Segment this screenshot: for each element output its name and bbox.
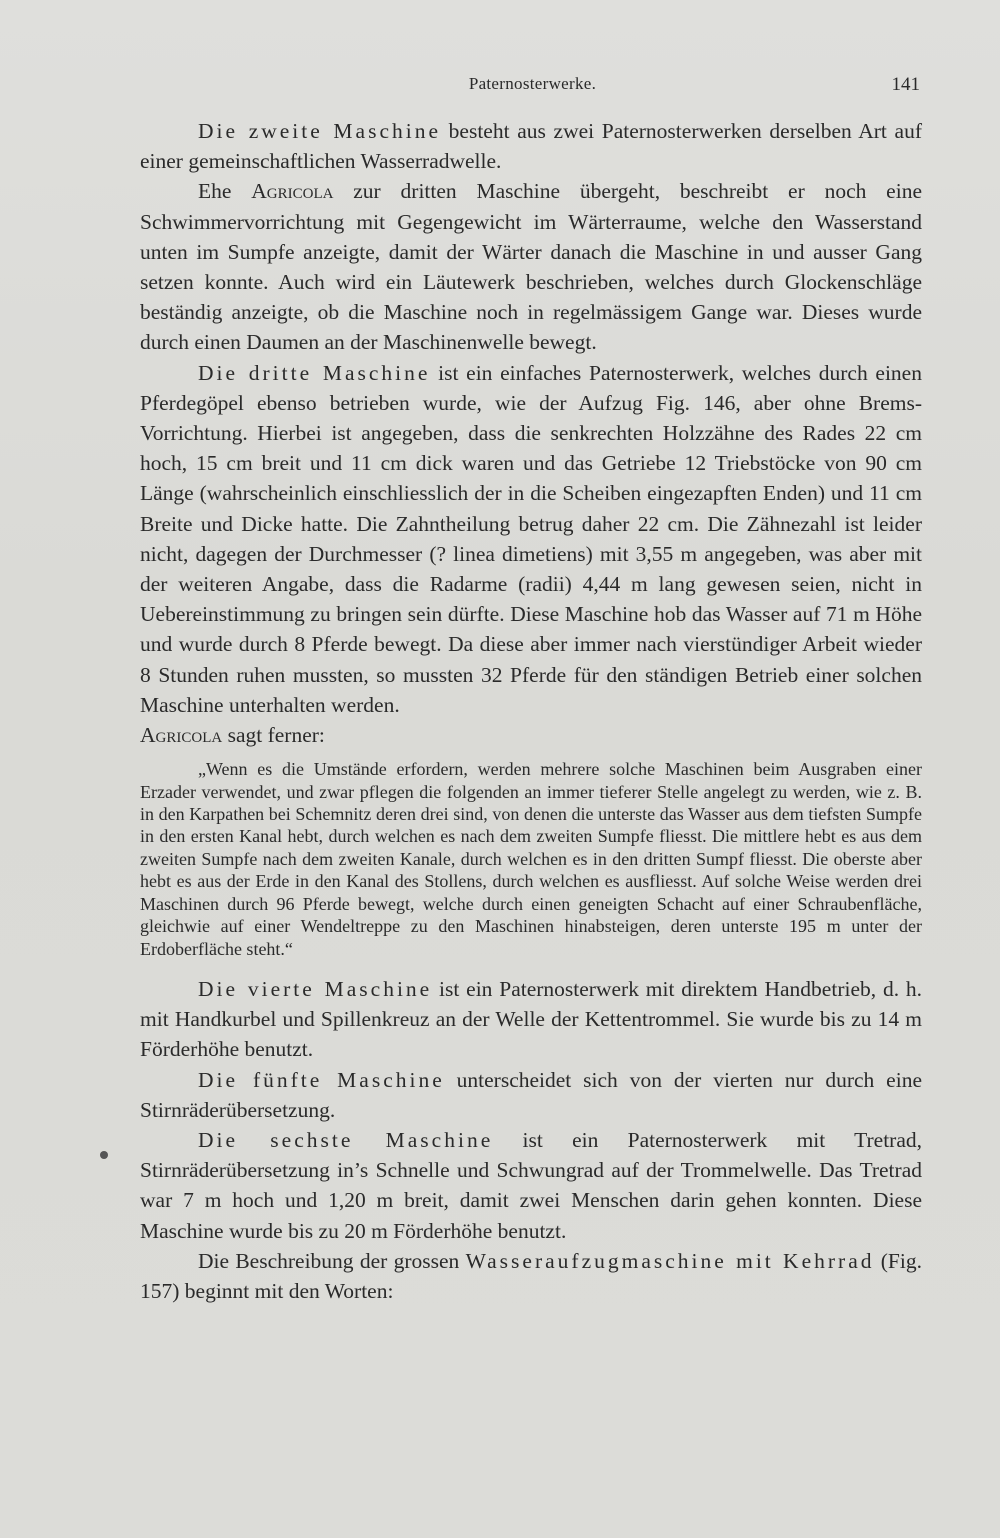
- paragraph-text: ist ein Paternosterwerk mit direktem Handbetrieb, d. h. mit Handkurbel und Spillenkreuz an der Welle der Kettentrommel. Sie wurde bis zu 14 m Förderhöhe benutzt.: [140, 976, 923, 1062]
- paragraph-vierte-maschine: [140, 974, 922, 1065]
- margin-dot: [100, 1151, 108, 1159]
- block-quote: „Wenn es die Umstände erfordern, werden mehrere solche Maschinen beim Ausgraben einer Erzader verwendet, und zwar pflegen die folgenden an immer tieferer Stelle angelegt zu werden, wie z. B. in den Karpathen bei Schemnitz deren drei sind, von denen die unterste das Wasser aus dem tiefsten Sumpfe in den ersten Kanal hebt, durch welchen es nach dem zweiten Sumpfe fliesst. Die mittlere hebt es aus dem zweiten Sumpfe nach dem zweiten Kanale, durch welchen es in den dritten Sumpf fliesst. Die oberste aber hebt es aus der Erde in den Kanal des Stollens, durch welchen es ausfliesst. Auf solche Weise werden drei Maschinen durch 96 Pferde bewegt, welche durch einen geneigten Schacht auf einer Schraubenfläche, gleichwie auf einer Wendeltreppe zu den Maschinen hinabsteigen, deren unterste 195 m unter der Erdoberfläche steht.“: [140, 759, 922, 959]
- paragraph-zweite-maschine: [140, 116, 922, 176]
- paragraph-fuenfte-maschine: [140, 1065, 922, 1125]
- paragraph-text: besteht aus zwei Paternosterwerken derselben Art auf einer gemeinschaftlichen Wasserradwelle.: [140, 119, 922, 174]
- paragraph-schwimmer: [140, 176, 922, 357]
- paragraph-lead: Ehe: [198, 179, 252, 204]
- paragraph-lead: Die Beschreibung der grossen: [198, 1248, 466, 1273]
- paragraph-text: (Fig. 157) beginnt mit den Worten:: [140, 1248, 922, 1303]
- emphasis-spaced: Die sechste Maschine: [198, 1127, 494, 1152]
- emphasis-spaced: Die zweite Maschine: [198, 119, 442, 143]
- emphasis-spaced: Die dritte Maschine: [198, 360, 431, 385]
- running-head: Paternosterwerke.: [468, 74, 597, 93]
- paragraph-text: unterscheidet sich von der vierten nur durch eine Stirnräderübersetzung.: [140, 1067, 922, 1122]
- emphasis-spaced: Die vierte Maschine: [198, 976, 433, 1001]
- paragraph-text: zur dritten Maschine übergeht, beschreibt er noch eine Schwimmervorrichtung mit Gegengewicht im Wärterraume, welche den Wasserstand unten im Sumpfe anzeigte, damit der Wärter danach die Maschine in und ausser Gang setzen konnte. Auch wird ein Läutewerk beschrieben, welches durch Glockenschläge beständig anzeigte, ob die Maschine noch in regelmässigem Gange war. Dieses wurde durch einen Daumen an der Maschinenwelle bewegt.: [140, 179, 922, 355]
- paragraph-text: ist ein einfaches Paternosterwerk, welches durch einen Pferdegöpel ebenso betrieben wurde, wie der Aufzug Fig. 146, aber ohne Brems-Vorrichtung. Hierbei ist angegeben, dass die senkrechten Holzzähne des Rades 22 cm hoch, 15 cm breit und 11 cm dick waren und das Getriebe 12 Triebstöcke von 90 cm Länge (wahrscheinlich einschliesslich der in die Scheiben eingezapften Enden) und 11 cm Breite und Dicke hatte. Die Zahntheilung betrug daher 22 cm. Die Zähnezahl ist leider nicht, dagegen der Durchmesser (? linea dimetiens) mit 3,55 m angegeben, was aber mit der weiteren Angabe, dass die Radarme (radii) 4,44 m lang gewesen seien, nicht in Uebereinstimmung zu bringen sein dürfte. Diese Maschine hob das Wasser auf 71 m Höhe und wurde durch 8 Pferde bewegt. Da diese aber immer nach vierstündiger Arbeit wieder 8 Stunden ruhen mussten, so mussten 32 Pferde für den ständigen Betrieb einer solchen Maschine unterhalten werden.: [140, 360, 922, 717]
- author-name: Agricola: [251, 179, 334, 204]
- emphasis-spaced: Die fünfte Maschine: [198, 1067, 445, 1092]
- emphasis-spaced: Wasseraufzugmaschine mit Kehrrad: [465, 1248, 875, 1273]
- paragraph-kehrrad: [140, 1246, 922, 1306]
- paragraph-text: ist ein Paternosterwerk mit Tretrad, Stirnräderübersetzung in’s Schnelle und Schwungrad auf der Trommelwelle. Das Tretrad war 7 m hoch und 1,20 m breit, damit zwei Menschen darin gehen konnten. Diese Maschine wurde bis zu 20 m Förderhöhe benutzt.: [140, 1127, 922, 1243]
- paragraph-sechste-maschine: [140, 1125, 922, 1246]
- paragraph-agricola-sagt: [140, 720, 922, 750]
- author-name: Agricola: [140, 723, 223, 748]
- paragraph-dritte-maschine: [140, 358, 922, 720]
- body-text: [140, 116, 922, 1306]
- page-header: [145, 74, 920, 104]
- page-number: 141: [891, 74, 920, 95]
- paragraph-text: sagt ferner:: [222, 723, 325, 748]
